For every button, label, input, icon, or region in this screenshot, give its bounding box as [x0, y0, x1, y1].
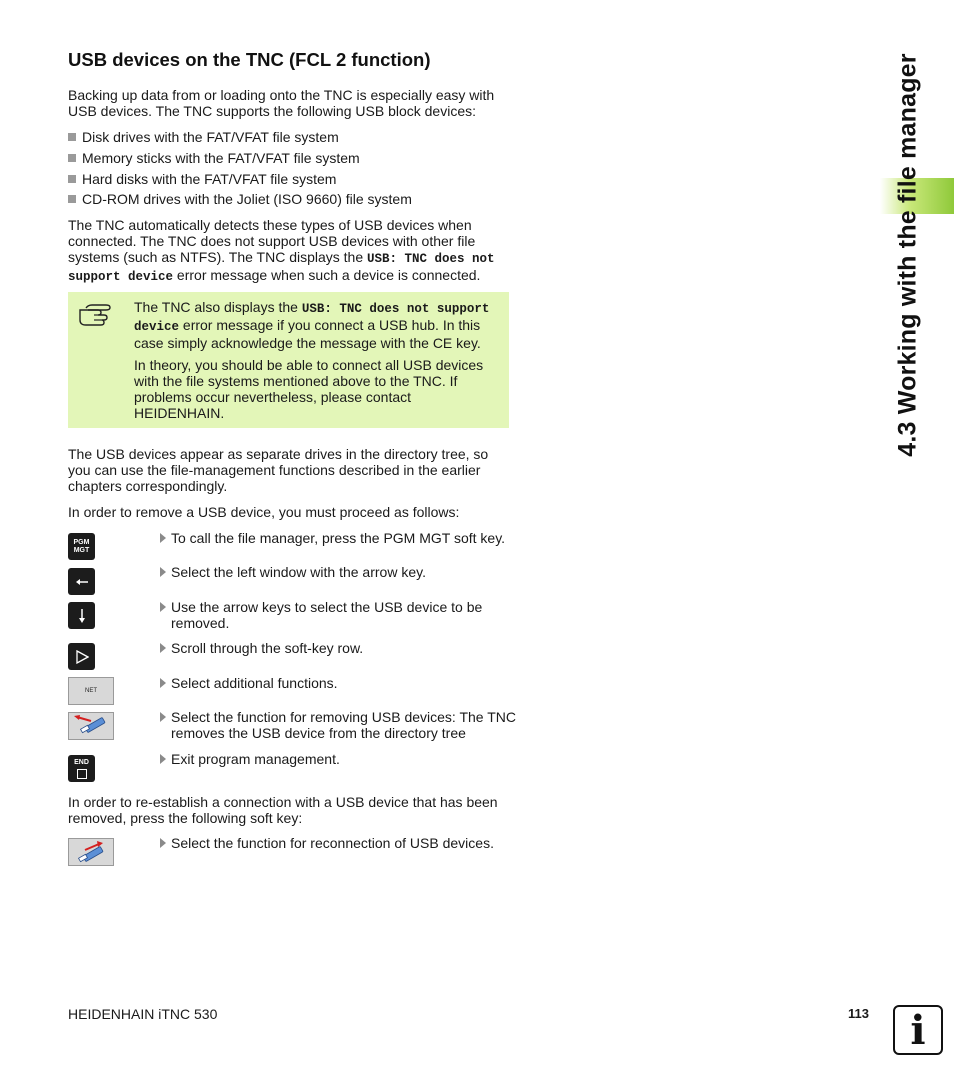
usb-remove-icon	[71, 715, 111, 737]
bullet-square-icon	[68, 195, 76, 203]
drives-paragraph: The USB devices appear as separate drives in the directory tree, so you can use the file-management functions described in the earlier chapters correspondingly.	[68, 446, 489, 494]
step-arrow-icon	[160, 643, 166, 653]
error-message-code: USB: TNC does not support device	[134, 302, 490, 334]
info-icon: i	[893, 1005, 943, 1055]
step-item: To call the file manager, press the PGM MGT soft key.	[160, 530, 515, 546]
list-item: Disk drives with the FAT/VFAT file system	[68, 129, 412, 150]
left-arrow-key[interactable]	[68, 568, 95, 595]
error-message-code: USB: TNC does not support device	[68, 252, 495, 284]
end-key[interactable]: END	[68, 755, 95, 782]
step-item: Select the function for reconnection of USB devices.	[160, 835, 515, 851]
bullet-square-icon	[68, 154, 76, 162]
step-item: Use the arrow keys to select the USB device to be removed.	[160, 599, 516, 631]
step-arrow-icon	[160, 838, 166, 848]
next-softkey-row-key[interactable]	[68, 643, 95, 670]
intro-paragraph: Backing up data from or loading onto the TNC is especially easy with USB devices. The TNC supports the following USB block devices:	[68, 87, 495, 119]
note-paragraph-1: The TNC also displays the USB: TNC does not support device error message if you connect a USB hub. In this case simply acknowledge the message with the CE key.	[134, 299, 490, 351]
pgm-mgt-key[interactable]: PGM MGT	[68, 533, 95, 560]
remove-usb-softkey[interactable]	[68, 712, 114, 740]
step-arrow-icon	[160, 754, 166, 764]
step-arrow-icon	[160, 712, 166, 722]
bullet-square-icon	[68, 175, 76, 183]
step-arrow-icon	[160, 533, 166, 543]
reconnect-usb-softkey[interactable]	[68, 838, 114, 866]
usb-reconnect-icon	[71, 841, 111, 863]
step-item: Select the left window with the arrow key.	[160, 564, 515, 580]
remove-intro-paragraph: In order to remove a USB device, you must proceed as follows:	[68, 504, 460, 520]
net-softkey[interactable]: NET	[68, 677, 114, 705]
step-item: Select additional functions.	[160, 675, 515, 691]
page-number: 113	[848, 1006, 869, 1021]
list-item: Memory sticks with the FAT/VFAT file system	[68, 150, 412, 171]
step-item: Select the function for removing USB devices: The TNC removes the USB device from the directory tree	[160, 709, 526, 741]
step-item: Scroll through the soft-key row.	[160, 640, 515, 656]
down-arrow-key[interactable]	[68, 602, 95, 629]
footer-product: HEIDENHAIN iTNC 530	[68, 1006, 218, 1022]
section-heading: USB devices on the TNC (FCL 2 function)	[68, 49, 431, 70]
device-list	[68, 129, 412, 211]
step-arrow-icon	[160, 602, 166, 612]
note-paragraph-2: In theory, you should be able to connect all USB devices with the file systems mentioned above to the TNC. If problems occur nevertheless, please contact HEIDENHAIN.	[134, 357, 484, 421]
bullet-square-icon	[68, 133, 76, 141]
step-arrow-icon	[160, 678, 166, 688]
arrow-left-icon	[75, 577, 89, 587]
step-item: Exit program management.	[160, 751, 515, 767]
end-square-icon	[77, 769, 87, 779]
list-item: Hard disks with the FAT/VFAT file system	[68, 171, 412, 191]
step-arrow-icon	[160, 567, 166, 577]
list-item: CD-ROM drives with the Joliet (ISO 9660) file system	[68, 191, 412, 211]
arrow-down-icon	[77, 608, 87, 624]
note-box	[68, 292, 509, 428]
reconnect-paragraph: In order to re-establish a connection with a USB device that has been removed, press the following soft key:	[68, 794, 498, 826]
chapter-side-title: 4.3 Working with the file manager	[893, 53, 922, 457]
pointing-hand-icon	[78, 302, 112, 326]
detection-paragraph: The TNC automatically detects these types of USB devices when connected. The TNC does not support USB devices with other file systems (such as NTFS). The TNC displays the USB: TNC does not support device error message when such a device is connected.	[68, 217, 495, 284]
triangle-right-icon	[75, 650, 89, 664]
